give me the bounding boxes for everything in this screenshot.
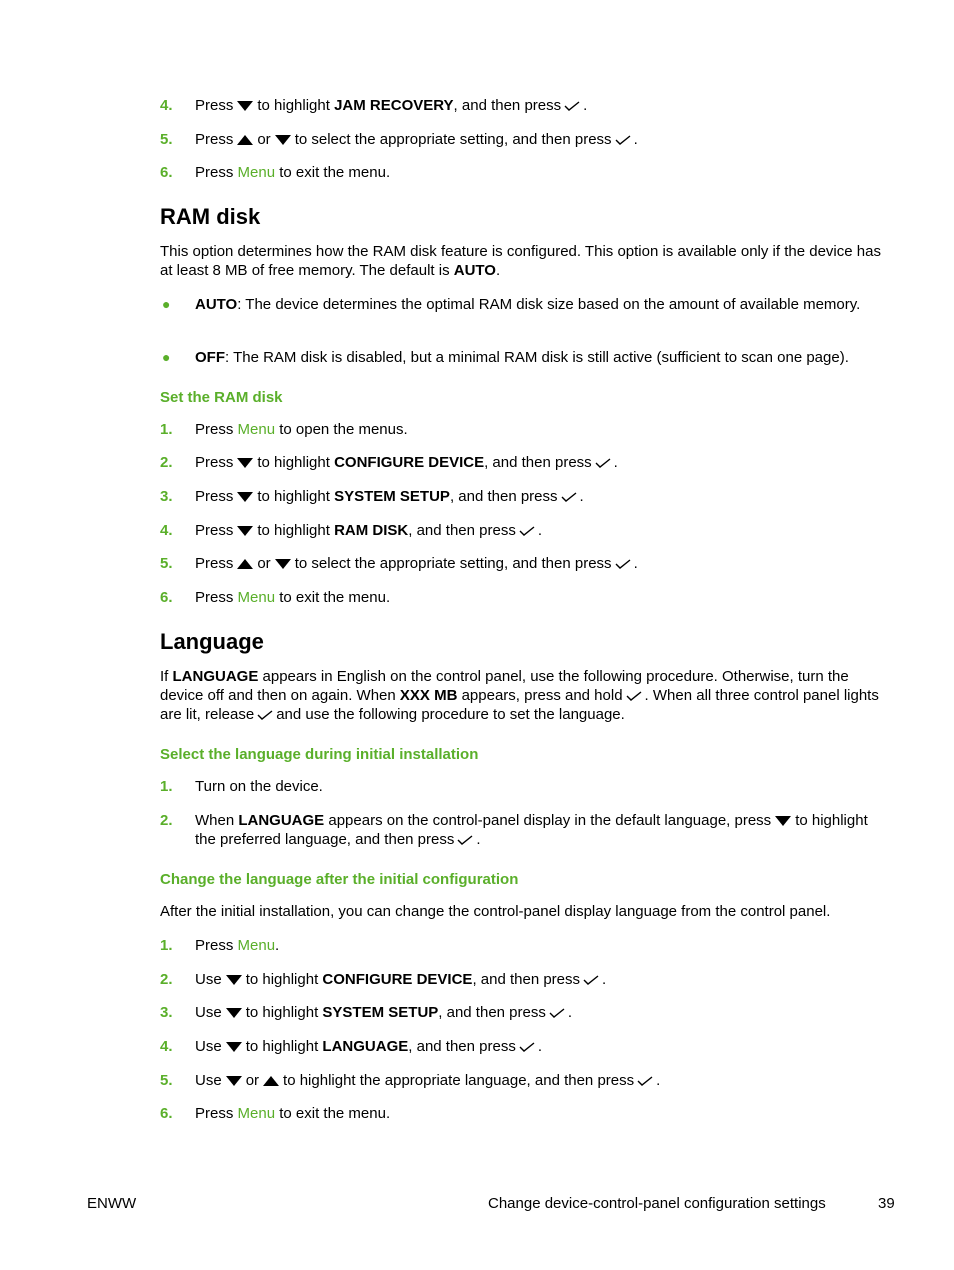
checkmark-icon [615,134,631,146]
step-text: Press [195,522,234,539]
step-text: Press [195,488,234,505]
step-number: 4. [160,1038,173,1055]
checkmark-icon [519,1041,535,1053]
down-arrow-icon [274,134,292,146]
step-text: Press [195,131,234,148]
step-text: to highlight [245,971,319,988]
step-number: 3. [160,1004,173,1021]
step-number: 1. [160,778,173,795]
step-text: Use [195,971,222,988]
menu-button-label: Menu [237,421,276,438]
option-description: : The device determines the optimal RAM disk size based on the amount of available memory. [237,296,861,313]
menu-item-name: LANGUAGE [238,812,325,829]
footer-section-title: Change device-control-panel configuration settings [488,1195,826,1212]
down-arrow-icon [236,525,254,537]
checkmark-icon [519,525,535,537]
step-text: , and then press [408,522,516,539]
paragraph-text: appears in English on the control panel, use the following procedure. Otherwise, turn the device off and then on again. When [160,668,849,704]
menu-item-name: SYSTEM SETUP [334,488,450,505]
step-text: Use [195,1072,222,1089]
step-text: to select the appropriate setting, and then press [294,131,612,148]
step-number: 1. [160,937,173,954]
menu-item-name: SYSTEM SETUP [322,1004,439,1021]
step-text: to highlight [257,97,330,114]
option-name: OFF [195,349,225,366]
step-number: 6. [160,164,173,181]
checkmark-icon [637,1075,653,1087]
menu-item-name: RAM DISK [334,522,409,539]
step-number: 2. [160,971,173,988]
step-number: 6. [160,589,173,606]
checkmark-icon [549,1007,565,1019]
up-arrow-icon [236,558,254,570]
language-change-intro: After the initial installation, you can change the control-panel display language from the control panel. [160,903,831,920]
down-arrow-icon [225,974,243,986]
subheading-after-configuration: Change the language after the initial configuration [160,871,519,888]
step-text: , and then press [438,1004,546,1021]
paragraph-text: If [160,668,169,685]
step-text: , and then press [408,1038,516,1055]
bullet-icon: ● [162,349,171,365]
down-arrow-icon [274,558,292,570]
step-number: 1. [160,421,173,438]
step-number: 5. [160,555,173,572]
paragraph-text: . When all three control panel lights are lit, release [160,687,879,723]
checkmark-icon [257,709,273,721]
step-text: Use [195,1004,222,1021]
down-arrow-icon [236,100,254,112]
up-arrow-icon [236,134,254,146]
down-arrow-icon [236,491,254,503]
up-arrow-icon [262,1075,280,1087]
down-arrow-icon [236,457,254,469]
step-text: to exit the menu. [279,589,391,606]
menu-button-label: Menu [237,164,276,181]
language-intro [160,667,885,724]
footer-left: ENWW [87,1195,137,1212]
subheading-set-ram-disk: Set the RAM disk [160,389,283,406]
checkmark-icon [615,558,631,570]
default-value: AUTO [453,262,496,279]
step-text: to exit the menu. [279,1105,391,1122]
step-number: 5. [160,131,173,148]
step-text: to select the appropriate setting, and then press [294,555,612,572]
step-text: Press [195,454,234,471]
step-text: Press [195,589,234,606]
paragraph-text: appears, press and hold [461,687,623,704]
down-arrow-icon [225,1075,243,1087]
step-text: Press [195,97,234,114]
menu-item-name: CONFIGURE DEVICE [334,454,485,471]
step-text: Press [195,164,234,181]
checkmark-icon [626,690,642,702]
section-heading-language: Language [160,629,264,654]
step-text: to highlight [245,1038,319,1055]
menu-item-name: LANGUAGE [322,1038,409,1055]
step-text: to exit the menu. [279,164,391,181]
step-text: When [195,812,235,829]
step-text: to highlight the preferred language, and then press [195,812,868,848]
step-text: to highlight [257,522,330,539]
down-arrow-icon [225,1007,243,1019]
checkmark-icon [564,100,580,112]
down-arrow-icon [225,1041,243,1053]
checkmark-icon [583,974,599,986]
step-text: Press [195,421,234,438]
step-text: Press [195,1105,234,1122]
subheading-initial-installation: Select the language during initial installation [160,746,479,763]
step-text: , and then press [472,971,581,988]
step-text: or [257,131,271,148]
menu-button-label: Menu [237,937,276,954]
step-number: 6. [160,1105,173,1122]
step-number: 3. [160,488,173,505]
step-text: or [245,1072,260,1089]
option-description: : The RAM disk is disabled, but a minimal RAM disk is still active (sufficient to scan one page). [225,349,849,366]
menu-item-name: CONFIGURE DEVICE [322,971,473,988]
paragraph-text: . [495,262,501,279]
step-text: to highlight [257,454,330,471]
step-text: , and then press [453,97,562,114]
step-number: 2. [160,812,173,829]
menu-item-name: LANGUAGE [172,668,259,685]
step-text: to highlight [257,488,330,505]
display-message: XXX MB [399,687,458,704]
ram-intro [160,242,885,280]
checkmark-icon [457,834,473,846]
option-name: AUTO [195,296,238,313]
step-number: 2. [160,454,173,471]
step-text: appears on the control-panel display in the default language, press [328,812,772,829]
menu-item-name: JAM RECOVERY [334,97,454,114]
step-text: , and then press [484,454,592,471]
checkmark-icon [595,457,611,469]
step-text: , and then press [449,488,558,505]
menu-button-label: Menu [237,1105,276,1122]
step-text: or [257,555,271,572]
step-text: to highlight [245,1004,319,1021]
bullet-icon: ● [162,296,171,312]
step-text: Turn on the device. [195,778,323,795]
menu-button-label: Menu [237,589,276,606]
checkmark-icon [561,491,577,503]
section-heading-ram-disk: RAM disk [160,204,261,229]
step-number: 4. [160,97,173,114]
step-text: Press [195,555,234,572]
step-text: Use [195,1038,222,1055]
step-text: Press [195,937,234,954]
paragraph-text: This option determines how the RAM disk feature is configured. This option is available only if the device has at least 8 MB of free memory. The default is [160,243,881,279]
paragraph-text: and use the following procedure to set the language. [276,706,625,723]
page-number: 39 [878,1195,895,1212]
step-number: 5. [160,1072,173,1089]
step-text: to open the menus. [279,421,408,438]
step-number: 4. [160,522,173,539]
step-text: to highlight the appropriate language, and then press [283,1072,635,1089]
down-arrow-icon [774,815,792,827]
